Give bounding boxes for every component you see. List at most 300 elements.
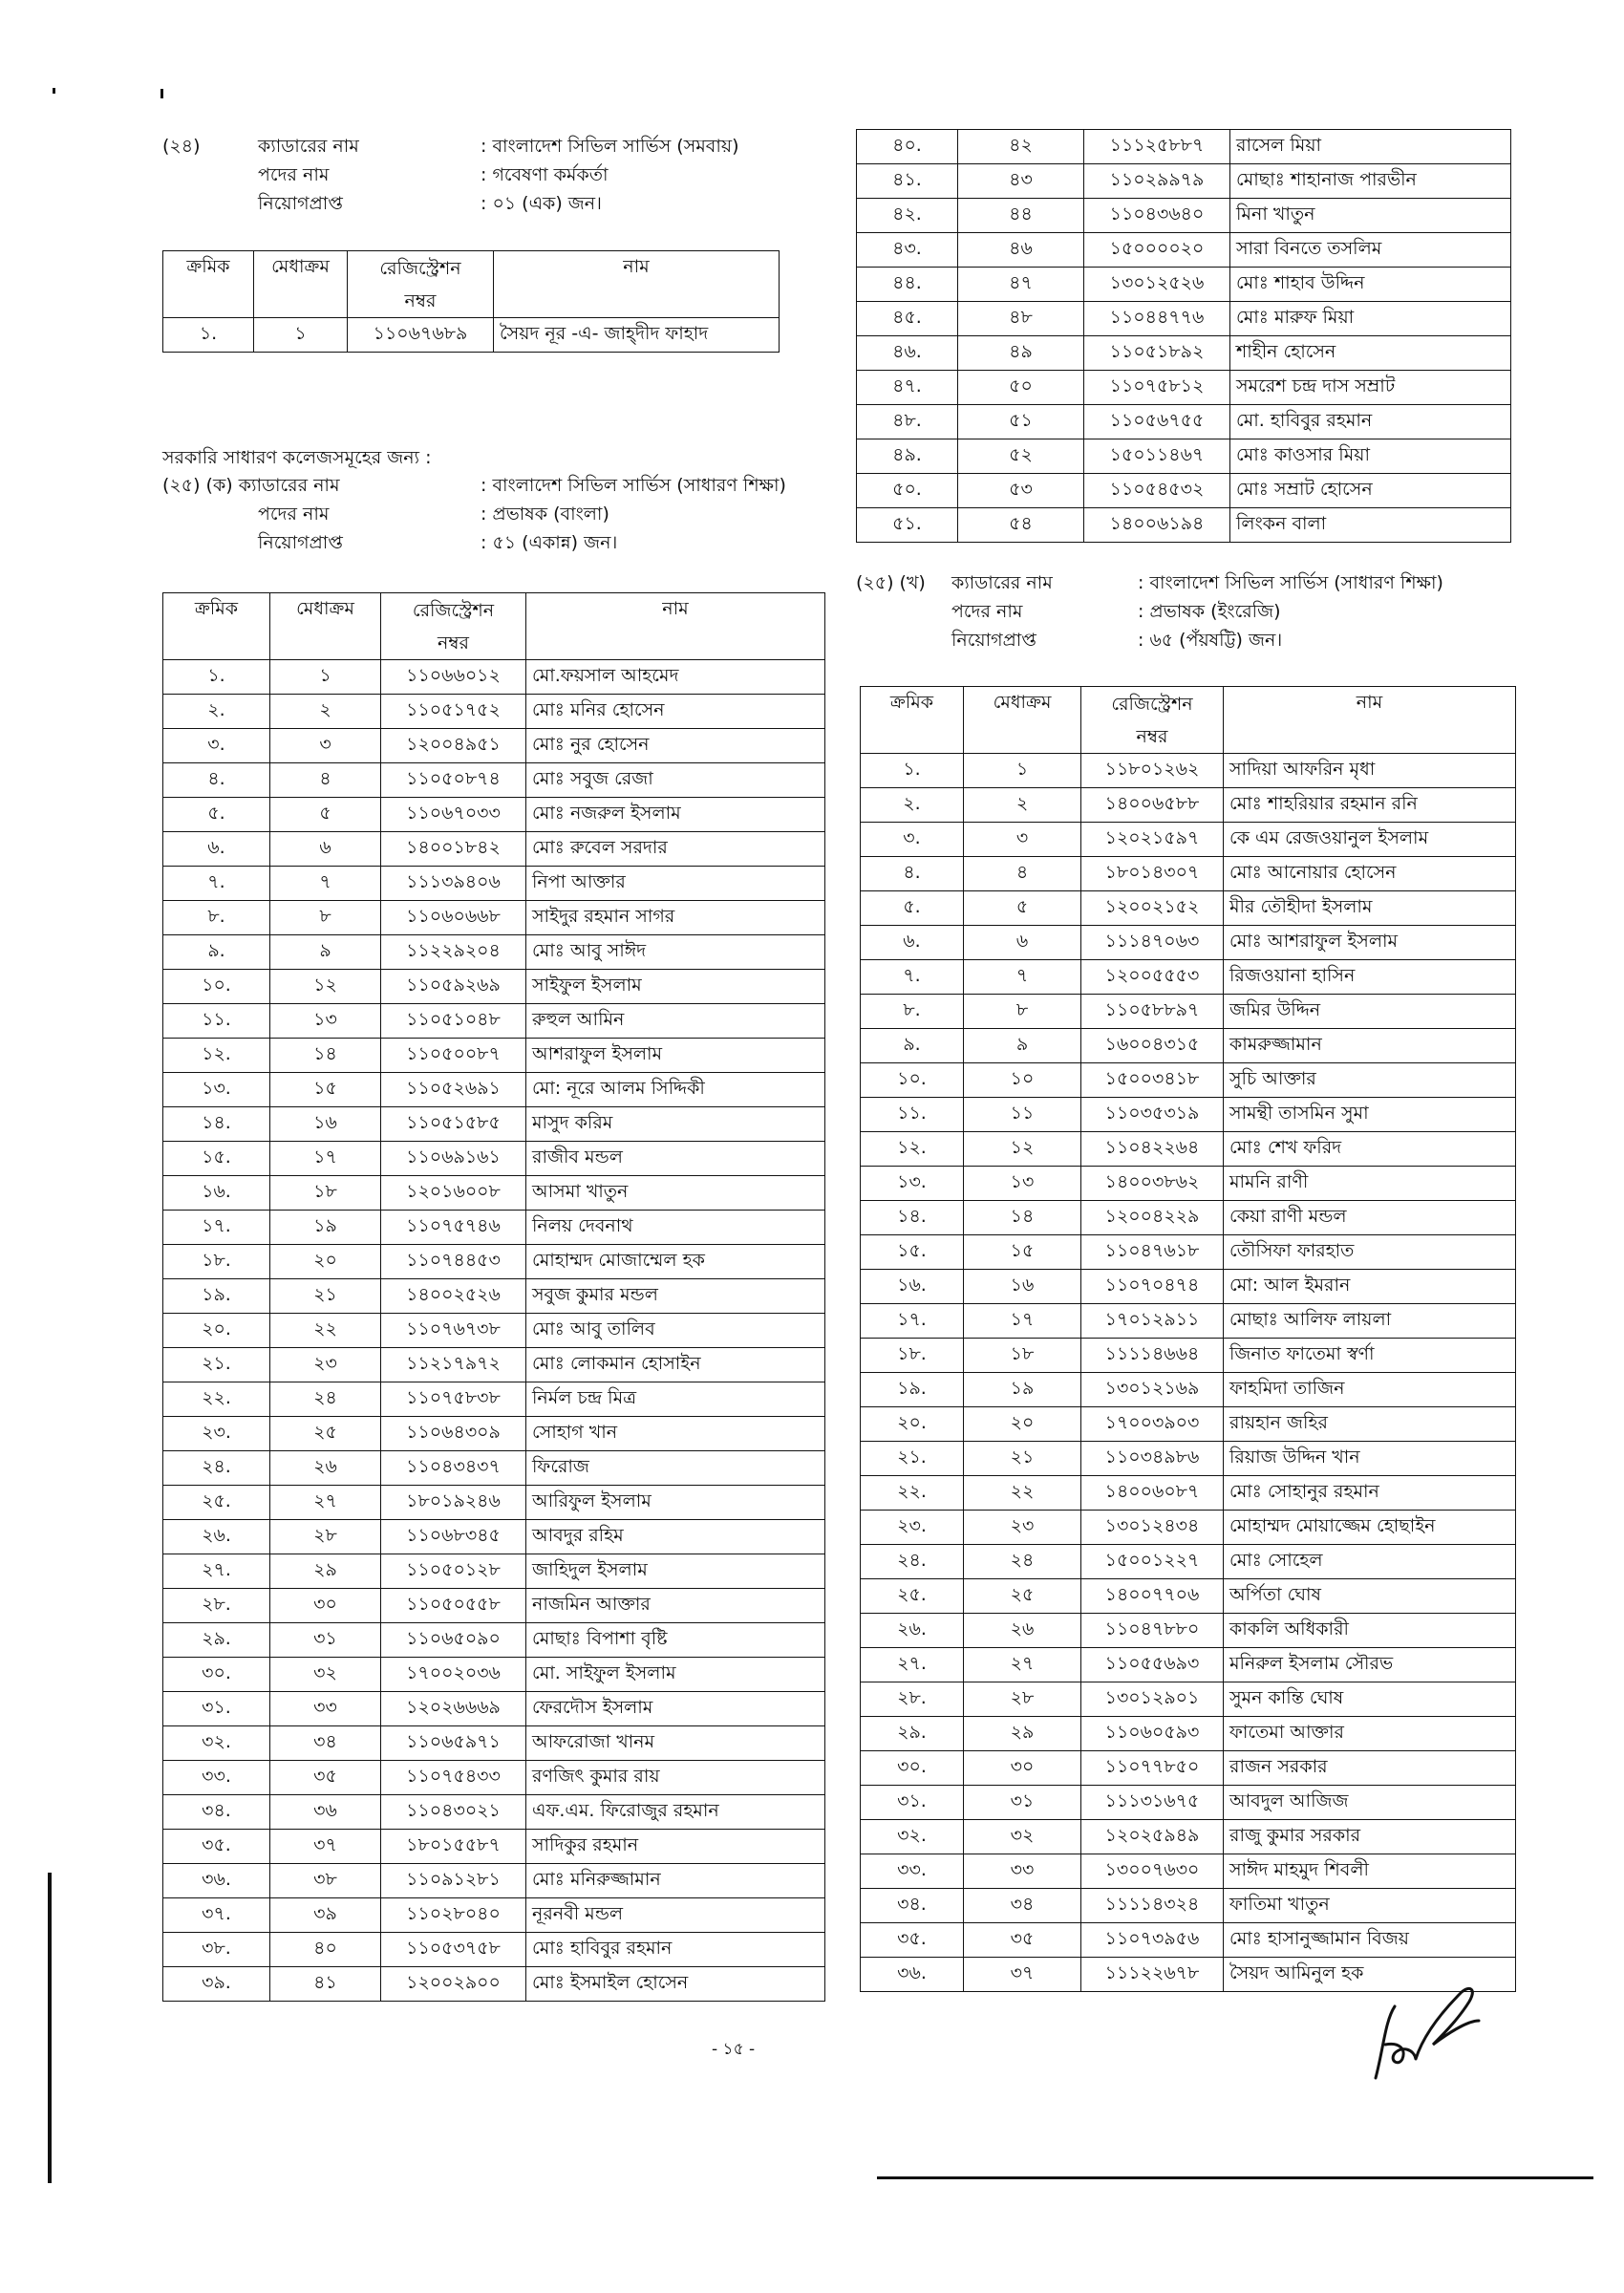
cell-serial: ৩৪. — [163, 1795, 270, 1830]
cell-merit: ২২ — [270, 1314, 381, 1348]
cell-serial: ৪৫. — [857, 302, 958, 336]
cell-serial: ৫১. — [857, 508, 958, 543]
scan-mark — [53, 88, 55, 94]
cell-name: এফ.এম. ফিরোজুর রহমান — [526, 1795, 825, 1830]
table-row — [857, 371, 1511, 405]
cell-merit: ২ — [270, 695, 381, 729]
table-row — [861, 926, 1516, 960]
table-row — [861, 1407, 1516, 1442]
cell-name: নিপা আক্তার — [526, 867, 825, 901]
appointed-label: নিয়োগপ্রাপ্ত — [258, 193, 343, 214]
section-24-rows — [163, 318, 780, 353]
cell-registration: ১১০৪৩৬৪০ — [1084, 199, 1230, 233]
cell-name: সামন্থী তাসমিন সুমা — [1224, 1098, 1516, 1132]
table-header — [163, 593, 825, 660]
table-row — [861, 1201, 1516, 1235]
table-row — [857, 336, 1511, 371]
cell-merit: ১৫ — [270, 1073, 381, 1107]
cell-merit: ১৬ — [270, 1107, 381, 1142]
cell-registration: ১২০২৬৬৬৯ — [381, 1692, 526, 1726]
cell-serial: ১২. — [163, 1039, 270, 1073]
cell-merit: ১২ — [270, 970, 381, 1004]
cell-serial: ১৫. — [861, 1235, 964, 1270]
cell-merit: ২১ — [270, 1279, 381, 1314]
cell-merit: ৩০ — [964, 1751, 1081, 1786]
cell-name: সোহাগ খান — [526, 1417, 825, 1451]
table-row — [861, 1270, 1516, 1304]
cell-name: ফাহমিদা তাজিন — [1224, 1373, 1516, 1407]
cell-registration: ১৪০০১৮৪২ — [381, 832, 526, 867]
col-serial: ক্রমিক — [163, 593, 270, 660]
cell-registration: ১১০৫৮৮৯৭ — [1081, 995, 1224, 1029]
cell-registration: ১১০৪৩৪৩৭ — [381, 1451, 526, 1486]
cell-merit: ১৭ — [964, 1304, 1081, 1339]
cell-merit: ১৬ — [964, 1270, 1081, 1304]
cell-registration: ১১২১৭৯৭২ — [381, 1348, 526, 1382]
table-row — [163, 1314, 825, 1348]
cell-merit: ২৯ — [270, 1554, 381, 1589]
cell-name: মোঃ আশরাফুল ইসলাম — [1224, 926, 1516, 960]
cell-name: রিয়াজ উদ্দিন খান — [1224, 1442, 1516, 1476]
cell-merit: ২০ — [964, 1407, 1081, 1442]
cell-registration: ১১২২৯২০৪ — [381, 935, 526, 970]
cell-serial: ৬. — [163, 832, 270, 867]
table-row — [861, 960, 1516, 995]
cell-serial: ৩৩. — [861, 1854, 964, 1889]
cell-merit: ৩৯ — [270, 1898, 381, 1933]
table-row — [163, 318, 780, 353]
cell-registration: ১১০৭৫৪৩৩ — [381, 1761, 526, 1795]
cell-serial: ৮. — [861, 995, 964, 1029]
cell-merit: ৫০ — [958, 371, 1084, 405]
cell-registration: ১১১২২৬৭৮ — [1081, 1958, 1224, 1992]
cell-serial: ৫. — [861, 891, 964, 926]
cell-serial: ১৭. — [163, 1211, 270, 1245]
cell-serial: ৩৬. — [861, 1958, 964, 1992]
cell-merit: ৩৭ — [270, 1830, 381, 1864]
post-label: পদের নাম — [258, 164, 330, 185]
section-25a-header — [162, 471, 786, 557]
cell-registration: ১১০৭৫৭৪৬ — [381, 1211, 526, 1245]
cell-name: লিংকন বালা — [1230, 508, 1511, 543]
cell-registration: ১১০৫২৬৯১ — [381, 1073, 526, 1107]
cell-serial: ১৩. — [861, 1167, 964, 1201]
table-row — [163, 1211, 825, 1245]
cell-serial: ২৭. — [163, 1554, 270, 1589]
cell-name: মনিরুল ইসলাম সৌরভ — [1224, 1648, 1516, 1682]
cell-name: মো: নূরে আলম সিদ্দিকী — [526, 1073, 825, 1107]
table-row — [163, 1039, 825, 1073]
cell-registration: ১১০৫১৮৯২ — [1084, 336, 1230, 371]
cell-name: কে এম রেজওয়ানুল ইসলাম — [1224, 823, 1516, 857]
table-row — [857, 405, 1511, 439]
cell-registration: ১১০৫৩৭৫৮ — [381, 1933, 526, 1967]
cell-serial: ২২. — [163, 1382, 270, 1417]
cell-merit: ৪০ — [270, 1933, 381, 1967]
cell-registration: ১৫০০১২২৭ — [1081, 1545, 1224, 1579]
cell-name: মোঃ কাওসার মিয়া — [1230, 439, 1511, 474]
table-row — [861, 1648, 1516, 1682]
table-row — [861, 1476, 1516, 1511]
cell-name: আবদুর রহিম — [526, 1520, 825, 1554]
cell-name: মোঃ সোহেল — [1224, 1545, 1516, 1579]
cell-merit: ২৫ — [964, 1579, 1081, 1614]
cell-registration: ১১০৬৭৬৮৯ — [348, 318, 494, 353]
cell-merit: ৩২ — [270, 1658, 381, 1692]
cell-merit: ২৯ — [964, 1717, 1081, 1751]
cell-serial: ২০. — [861, 1407, 964, 1442]
cell-name: মোঃ সবুজ রেজা — [526, 763, 825, 798]
cell-registration: ১২০০৪৯৫১ — [381, 729, 526, 763]
col-serial: ক্রমিক — [861, 687, 964, 754]
table-row — [861, 1614, 1516, 1648]
cell-merit: ৩ — [270, 729, 381, 763]
cell-registration: ১১০৭৪৪৫৩ — [381, 1245, 526, 1279]
cell-registration: ১১০৭৩৯৫৬ — [1081, 1923, 1224, 1958]
cell-name: মো.ফয়সাল আহমেদ — [526, 660, 825, 695]
cell-name: মোঃ শেখ ফরিদ — [1224, 1132, 1516, 1167]
cell-merit: ৩ — [964, 823, 1081, 857]
cell-registration: ১৫০০০০২০ — [1084, 233, 1230, 268]
col-registration: রেজিস্ট্রেশন নম্বর — [381, 593, 526, 660]
cell-merit: ৭ — [964, 960, 1081, 995]
cell-merit: ১৮ — [964, 1339, 1081, 1373]
cell-registration: ১১০৫০১২৮ — [381, 1554, 526, 1589]
cell-serial: ৭. — [163, 867, 270, 901]
cell-name: মোঃ আবু সাঈদ — [526, 935, 825, 970]
cell-name: নিলয় দেবনাথ — [526, 1211, 825, 1245]
table-row — [163, 1004, 825, 1039]
table-header — [163, 251, 780, 318]
cell-merit: ১৯ — [964, 1373, 1081, 1407]
cell-name: রিজওয়ানা হাসিন — [1224, 960, 1516, 995]
appointed-value: : ০১ (এক) জন। — [481, 193, 602, 214]
table-row — [857, 199, 1511, 233]
cell-merit: ১৪ — [964, 1201, 1081, 1235]
cell-name: মোঃ হাবিবুর রহমান — [526, 1933, 825, 1967]
section-number: (২৫) (ক) ক্যাডারের নাম — [162, 475, 340, 496]
cell-registration: ১১০৯১২৮১ — [381, 1864, 526, 1898]
cell-merit: ৪৩ — [958, 164, 1084, 199]
cell-serial: ২৫. — [861, 1579, 964, 1614]
cell-merit: ৩৫ — [270, 1761, 381, 1795]
table-row — [163, 1589, 825, 1623]
col-serial: ক্রমিক — [163, 251, 254, 318]
cell-registration: ১২০০৫৫৫৩ — [1081, 960, 1224, 995]
cell-name: নূরনবী মন্ডল — [526, 1898, 825, 1933]
cell-registration: ১২০২১৫৯৭ — [1081, 823, 1224, 857]
table-row — [861, 1304, 1516, 1339]
cell-registration: ১৩০০৭৬৩০ — [1081, 1854, 1224, 1889]
cell-serial: ২৫. — [163, 1486, 270, 1520]
table-header — [861, 687, 1516, 754]
cell-registration: ১১০৬৬০১২ — [381, 660, 526, 695]
cell-name: জমির উদ্দিন — [1224, 995, 1516, 1029]
cell-merit: ১ — [964, 754, 1081, 788]
cadre-label: ক্যাডারের নাম — [951, 572, 1053, 593]
cell-registration: ১৮০১৯২৪৬ — [381, 1486, 526, 1520]
cell-serial: ২৪. — [861, 1545, 964, 1579]
section-24-header — [162, 132, 739, 218]
cell-name: সারা বিনতে তসলিম — [1230, 233, 1511, 268]
cell-serial: ১০. — [861, 1063, 964, 1098]
table-row — [163, 1795, 825, 1830]
cell-registration: ১১০৫০৫৫৮ — [381, 1589, 526, 1623]
cell-merit: ১ — [254, 318, 348, 353]
table-row — [861, 1786, 1516, 1820]
cell-registration: ১৫০০৩৪১৮ — [1081, 1063, 1224, 1098]
cell-name: আফরোজা খানম — [526, 1726, 825, 1761]
table-row — [163, 1761, 825, 1795]
table-row — [163, 1176, 825, 1211]
cell-serial: ২১. — [163, 1348, 270, 1382]
cell-serial: ৩৭. — [163, 1898, 270, 1933]
table-row — [861, 1029, 1516, 1063]
table-row — [163, 1382, 825, 1417]
table-row — [163, 1898, 825, 1933]
cell-merit: ৪ — [964, 857, 1081, 891]
cell-serial: ২৭. — [861, 1648, 964, 1682]
cell-serial: ৪৩. — [857, 233, 958, 268]
table-row — [163, 1658, 825, 1692]
cell-serial: ১. — [163, 660, 270, 695]
table-row — [163, 1692, 825, 1726]
col-registration: রেজিস্ট্রেশন নম্বর — [1081, 687, 1224, 754]
table-row — [163, 1623, 825, 1658]
cell-serial: ৫০. — [857, 474, 958, 508]
cell-merit: ২৩ — [270, 1348, 381, 1382]
col-name: নাম — [526, 593, 825, 660]
table-row — [861, 1717, 1516, 1751]
table-row — [861, 1820, 1516, 1854]
cell-serial: ৩৯. — [163, 1967, 270, 2002]
cell-merit: ৪১ — [270, 1967, 381, 2002]
cell-registration: ১১০২৯৯৭৯ — [1084, 164, 1230, 199]
cell-name: মোঃ মনিরুজ্জামান — [526, 1864, 825, 1898]
cell-serial: ৪০. — [857, 130, 958, 164]
cell-serial: ৯. — [861, 1029, 964, 1063]
appointed-value: : ৬৫ (পঁয়ষট্টি) জন। — [1138, 630, 1283, 651]
bottom-rule — [877, 2176, 1593, 2179]
cell-registration: ১১০৬০৬৬৮ — [381, 901, 526, 935]
cell-serial: ৩৫. — [163, 1830, 270, 1864]
table-row — [857, 164, 1511, 199]
cell-merit: ৩৪ — [270, 1726, 381, 1761]
cell-registration: ১১০৩৪৯৮৬ — [1081, 1442, 1224, 1476]
cell-merit: ৮ — [270, 901, 381, 935]
cell-merit: ৫৪ — [958, 508, 1084, 543]
cell-serial: ২৯. — [163, 1623, 270, 1658]
table-row — [861, 1579, 1516, 1614]
table-row — [163, 901, 825, 935]
cell-serial: ১৯. — [861, 1373, 964, 1407]
post-label: পদের নাম — [951, 601, 1023, 622]
cell-registration: ১৭০০২০৩৬ — [381, 1658, 526, 1692]
cell-name: সুমন কান্তি ঘোষ — [1224, 1682, 1516, 1717]
table-row — [163, 1245, 825, 1279]
cell-name: রাজীব মন্ডল — [526, 1142, 825, 1176]
cell-merit: ৩৩ — [270, 1692, 381, 1726]
table-row — [163, 1142, 825, 1176]
cell-merit: ২ — [964, 788, 1081, 823]
cell-registration: ১২০০২১৫২ — [1081, 891, 1224, 926]
cell-registration: ১১১১৪৩২৪ — [1081, 1889, 1224, 1923]
cell-name: মামনি রাণী — [1224, 1167, 1516, 1201]
cell-name: মোছাঃ শাহানাজ পারভীন — [1230, 164, 1511, 199]
table-row — [857, 268, 1511, 302]
appointed-label: নিয়োগপ্রাপ্ত — [258, 532, 343, 553]
cell-merit: ৭ — [270, 867, 381, 901]
cell-registration: ১১০৪৭৮৮০ — [1081, 1614, 1224, 1648]
table-row — [861, 1132, 1516, 1167]
cell-registration: ১১০২৮০৪০ — [381, 1898, 526, 1933]
cell-merit: ২৭ — [270, 1486, 381, 1520]
cell-name: সমরেশ চন্দ্র দাস সম্রাট — [1230, 371, 1511, 405]
table-row — [163, 867, 825, 901]
cell-registration: ১১০৪২২৬৪ — [1081, 1132, 1224, 1167]
cell-merit: ২৫ — [270, 1417, 381, 1451]
cell-serial: ৩১. — [861, 1786, 964, 1820]
cell-registration: ১১০৫৯২৬৯ — [381, 970, 526, 1004]
cell-serial: ১৪. — [163, 1107, 270, 1142]
table-row — [163, 1726, 825, 1761]
cell-name: নির্মল চন্দ্র মিত্র — [526, 1382, 825, 1417]
cell-name: ফাতেমা আক্তার — [1224, 1717, 1516, 1751]
cell-registration: ১১০৫১০৪৮ — [381, 1004, 526, 1039]
cell-merit: ৯ — [964, 1029, 1081, 1063]
cell-serial: ২৮. — [163, 1589, 270, 1623]
cell-name: মো. সাইফুল ইসলাম — [526, 1658, 825, 1692]
cell-merit: ২৪ — [270, 1382, 381, 1417]
left-margin-line — [48, 1873, 52, 2183]
cell-name: মোঃ মনির হোসেন — [526, 695, 825, 729]
cell-merit: ৩০ — [270, 1589, 381, 1623]
table-row — [163, 798, 825, 832]
cell-serial: ২৮. — [861, 1682, 964, 1717]
table-row — [163, 935, 825, 970]
table-row — [861, 1854, 1516, 1889]
table-row — [163, 729, 825, 763]
cell-serial: ৩৮. — [163, 1933, 270, 1967]
table-row — [861, 1167, 1516, 1201]
cell-registration: ১৪০০২৫২৬ — [381, 1279, 526, 1314]
cell-serial: ৪. — [163, 763, 270, 798]
section-25a-table-continued — [856, 129, 1511, 543]
cell-serial: ২. — [163, 695, 270, 729]
cell-registration: ১১১২৫৮৮৭ — [1084, 130, 1230, 164]
signature-image — [1357, 1954, 1500, 2097]
cell-merit: ৩১ — [270, 1623, 381, 1658]
col-merit: মেধাক্রম — [964, 687, 1081, 754]
cell-registration: ১১০৬৯১৬১ — [381, 1142, 526, 1176]
table-row — [861, 754, 1516, 788]
cell-merit: ১ — [270, 660, 381, 695]
section-25b-rows — [861, 754, 1516, 1992]
cell-merit: ৬ — [964, 926, 1081, 960]
cell-registration: ১১১১৪৬৬৪ — [1081, 1339, 1224, 1373]
cell-merit: ৩৫ — [964, 1923, 1081, 1958]
cell-name: মোঃ ইসমাইল হোসেন — [526, 1967, 825, 2002]
cell-serial: ৩০. — [163, 1658, 270, 1692]
cell-name: মোঃ শাহরিয়ার রহমান রনি — [1224, 788, 1516, 823]
table-row — [861, 995, 1516, 1029]
section-number: (২৫) (খ) — [856, 572, 926, 593]
cell-merit: ২৪ — [964, 1545, 1081, 1579]
cell-serial: ৪৬. — [857, 336, 958, 371]
cell-merit: ৪৪ — [958, 199, 1084, 233]
cell-serial: ৩৫. — [861, 1923, 964, 1958]
table-row — [163, 1107, 825, 1142]
cell-serial: ২৪. — [163, 1451, 270, 1486]
col-name: নাম — [494, 251, 780, 318]
cell-registration: ১১০৭৫৮১২ — [1084, 371, 1230, 405]
cell-serial: ১১. — [163, 1004, 270, 1039]
cell-registration: ১১০৬৫৯৭১ — [381, 1726, 526, 1761]
table-row — [861, 1889, 1516, 1923]
cell-merit: ২৮ — [964, 1682, 1081, 1717]
cell-merit: ১১ — [964, 1098, 1081, 1132]
cell-serial: ১৩. — [163, 1073, 270, 1107]
cell-registration: ১৮০১৫৫৮৭ — [381, 1830, 526, 1864]
cell-name: রাজু কুমার সরকার — [1224, 1820, 1516, 1854]
cell-merit: ৪ — [270, 763, 381, 798]
cell-serial: ৪৭. — [857, 371, 958, 405]
table-row — [857, 302, 1511, 336]
cell-registration: ১১০৪৪৭৭৬ — [1084, 302, 1230, 336]
cell-name: ফেরদৌস ইসলাম — [526, 1692, 825, 1726]
cell-merit: ১২ — [964, 1132, 1081, 1167]
table-row — [857, 233, 1511, 268]
cell-registration: ১২০০২৯০০ — [381, 1967, 526, 2002]
cell-serial: ১৬. — [861, 1270, 964, 1304]
cell-serial: ১৮. — [163, 1245, 270, 1279]
cell-serial: ২৩. — [163, 1417, 270, 1451]
cell-name: সাইদুর রহমান সাগর — [526, 901, 825, 935]
scan-mark — [160, 89, 163, 98]
cell-serial: ২৯. — [861, 1717, 964, 1751]
section-25b-table — [860, 686, 1516, 1992]
cell-serial: ৩১. — [163, 1692, 270, 1726]
cell-name: সাদিয়া আফরিন মৃধা — [1224, 754, 1516, 788]
section-25a-table — [162, 592, 825, 2002]
cell-serial: ৩২. — [163, 1726, 270, 1761]
cell-registration: ১২০২৫৯৪৯ — [1081, 1820, 1224, 1854]
cell-merit: ১০ — [964, 1063, 1081, 1098]
cell-registration: ১১০৬৪৩০৯ — [381, 1417, 526, 1451]
cell-merit: ২০ — [270, 1245, 381, 1279]
table-row — [163, 763, 825, 798]
cell-name: সাদিকুর রহমান — [526, 1830, 825, 1864]
table-row — [163, 1520, 825, 1554]
cell-registration: ১১০৫১৭৫২ — [381, 695, 526, 729]
cell-name: মোঃ রুবেল সরদার — [526, 832, 825, 867]
cell-name: মোঃ নুর হোসেন — [526, 729, 825, 763]
cell-name: মো: আল ইমরান — [1224, 1270, 1516, 1304]
cell-registration: ১৬০০৪৩১৫ — [1081, 1029, 1224, 1063]
cell-name: রাজন সরকার — [1224, 1751, 1516, 1786]
cell-registration: ১৩০১২১৬৯ — [1081, 1373, 1224, 1407]
cell-merit: ২৩ — [964, 1511, 1081, 1545]
cell-name: মোহাম্মদ মোয়াজ্জেম হোছাইন — [1224, 1511, 1516, 1545]
cell-name: মোছাঃ বিপাশা বৃষ্টি — [526, 1623, 825, 1658]
table-row — [857, 439, 1511, 474]
cell-registration: ১৮০১৪৩০৭ — [1081, 857, 1224, 891]
cell-name: মোহাম্মদ মোজাম্মেল হক — [526, 1245, 825, 1279]
cell-name: সাইফুল ইসলাম — [526, 970, 825, 1004]
table-row — [861, 1373, 1516, 1407]
cadre-value: : বাংলাদেশ সিভিল সার্ভিস (সাধারণ শিক্ষা) — [1138, 572, 1443, 593]
cell-name: মো. হাবিবুর রহমান — [1230, 405, 1511, 439]
